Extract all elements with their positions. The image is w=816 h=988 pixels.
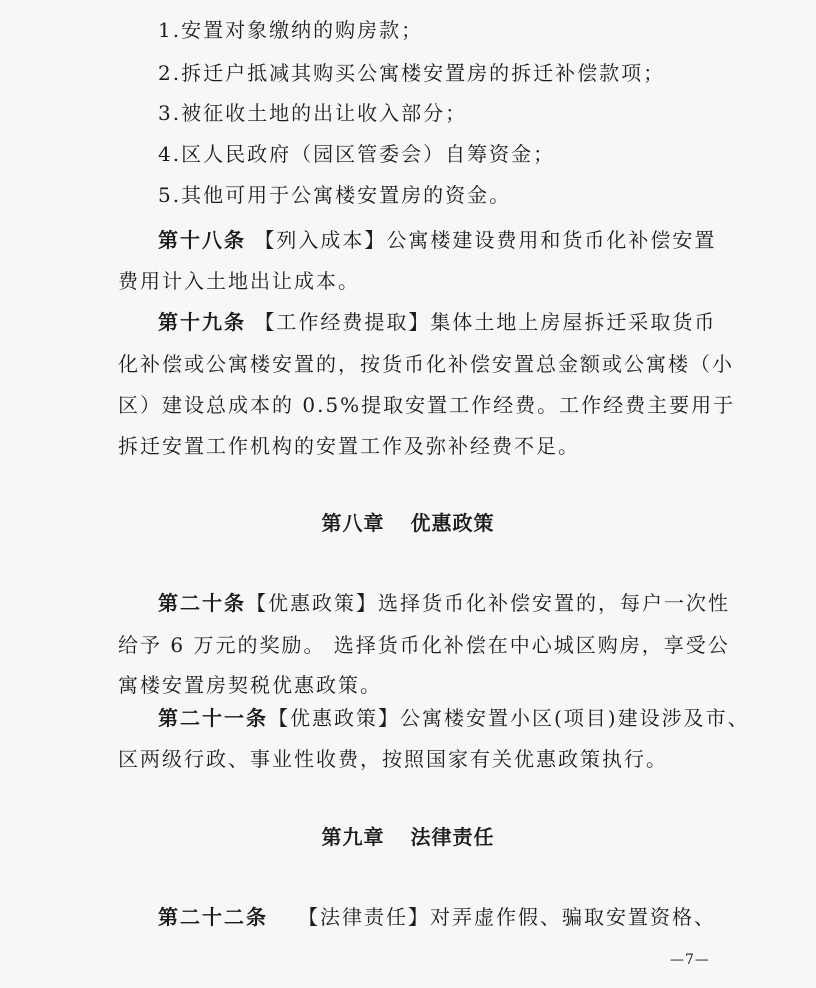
article-label: 第十八条	[158, 228, 246, 252]
chapter-number: 第八章	[321, 511, 385, 535]
article-text: 【工作经费提取】集体土地上房屋拆迁采取货币	[254, 310, 717, 334]
list-item: 5.其他可用于公寓楼安置房的资金。	[158, 183, 512, 207]
chapter-heading	[0, 822, 816, 852]
article-19-line: 化补偿或公寓楼安置的，按货币化补偿安置总金额或公寓楼（小	[118, 352, 734, 376]
article-19-line: 区）建设总成本的 0.5%提取安置工作经费。工作经费主要用于	[118, 393, 736, 417]
article-21-line: 区两级行政、事业性收费，按照国家有关优惠政策执行。	[118, 747, 668, 771]
page-number: —7—	[670, 952, 710, 968]
article-text: 【优惠政策】选择货币化补偿安置的，每户一次性	[246, 591, 730, 615]
article-label: 第二十一条	[158, 706, 268, 730]
list-item: 2.拆迁户抵减其购买公寓楼安置房的拆迁补偿款项；	[158, 61, 666, 85]
chapter-title: 法律责任	[410, 825, 495, 849]
article-21	[158, 703, 750, 733]
article-20-line: 给予 6 万元的奖励。 选择货币化补偿在中心城区购房，享受公	[118, 633, 730, 657]
article-19	[158, 307, 718, 337]
chapter-heading	[0, 508, 816, 538]
article-18	[158, 225, 718, 255]
article-20-line: 寓楼安置房契税优惠政策。	[118, 673, 382, 697]
article-20	[158, 588, 730, 618]
article-text: 【法律责任】对弄虚作假、骗取安置资格、	[298, 905, 716, 929]
list-item: 4.区人民政府（园区管委会）自筹资金；	[158, 142, 556, 166]
list-item: 1.安置对象缴纳的购房款；	[158, 18, 424, 42]
article-19-line: 拆迁安置工作机构的安置工作及弥补经费不足。	[118, 434, 580, 458]
article-label: 第十九条	[158, 310, 246, 334]
chapter-number: 第九章	[321, 825, 385, 849]
article-text: 【优惠政策】公寓楼安置小区(项目)建设涉及市、	[268, 706, 750, 730]
article-label: 第二十条	[158, 591, 246, 615]
article-18-line: 费用计入土地出让成本。	[118, 269, 360, 293]
chapter-title: 优惠政策	[410, 511, 495, 535]
list-item: 3.被征收土地的出让收入部分；	[158, 101, 468, 125]
article-label: 第二十二条	[158, 905, 268, 929]
article-22	[158, 902, 718, 932]
article-text: 【列入成本】公寓楼建设费用和货币化补偿安置	[254, 228, 717, 252]
